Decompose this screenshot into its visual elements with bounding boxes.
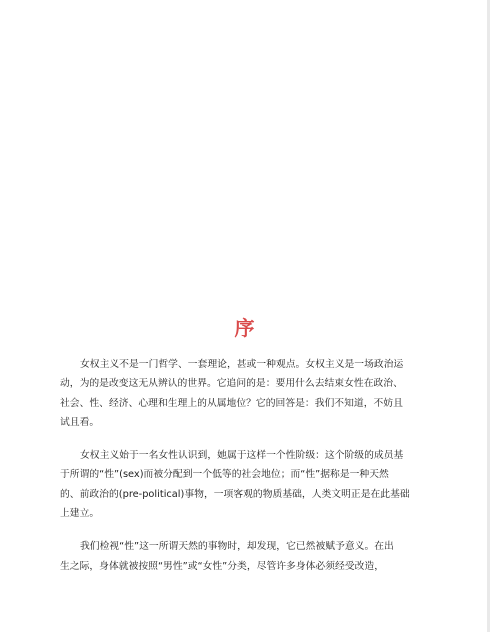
text-line: 试且看。 — [60, 416, 100, 428]
text-line: 我们检视“性”这一所谓天然的事物时，却发现，它已然被赋予意义。在出 — [80, 541, 394, 553]
text-line: 于所谓的“性”(sex)而被分配到一个低等的社会地位；而“性”据称是一种天然 — [60, 469, 389, 481]
chapter-heading: 序 — [234, 316, 256, 340]
paragraph-2 — [60, 446, 434, 523]
text-line: 动，为的是改变这无从辨认的世界。它追问的是：要用什么去结束女性在政治、 — [60, 378, 403, 390]
paragraph-3 — [60, 537, 434, 576]
text-line: 女权主义不是一门哲学、一套理论，甚或一种观点。女权主义是一场政治运 — [80, 359, 404, 370]
text-line: 社会、性、经济、心理和生理上的从属地位？它的回答是：我们不知道，不妨且 — [60, 397, 403, 409]
text-line: 上建立。 — [60, 508, 100, 520]
text-line: 女权主义始于一名女性认识到，她属于这样一个性阶级：这个阶级的成员基 — [80, 450, 404, 462]
paragraph-1 — [60, 355, 434, 432]
text-line: 的、前政治的(pre-political)事物，一项客观的物质基础，人类文明正是在此基础 — [60, 488, 410, 500]
body-text — [60, 355, 434, 590]
text-line: 生之际，身体就被按照“男性”或“女性”分类，尽管许多身体必须经受改造， — [60, 560, 385, 572]
